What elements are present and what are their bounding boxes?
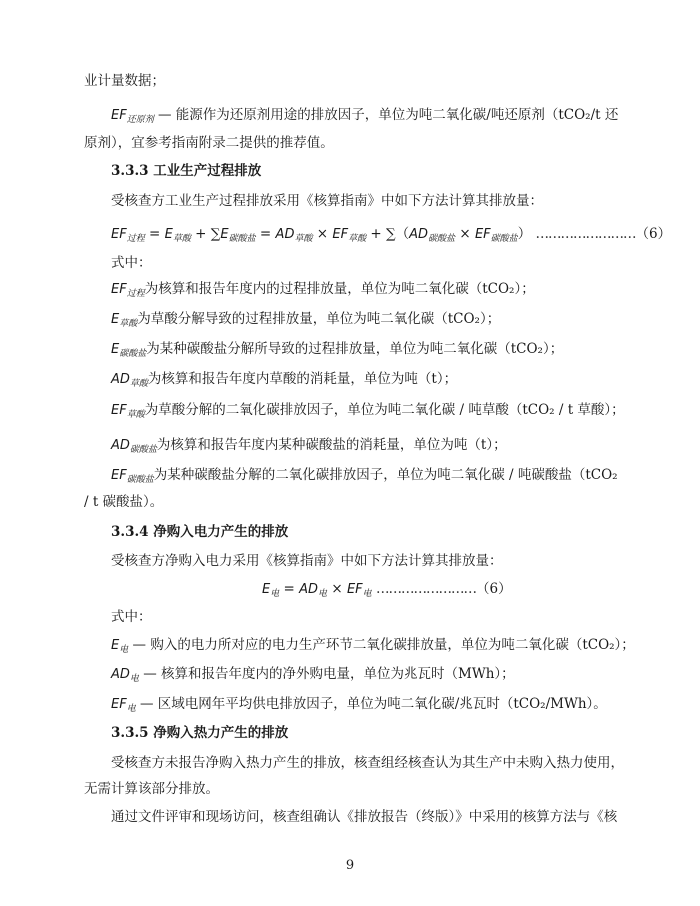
equation-process: $EF_{过程} = E_{草酸} + \sum E_{碳酸盐} = AD_{草酸} \times EF_{草酸} + \sum(AD_{碳酸盐} \times EF_{碳酸盐})$ ……………………（6）	[111, 226, 672, 244]
page-number: 9	[345, 858, 355, 873]
definition-ef-oxalic: $EF_{草酸}$为草酸分解的二氧化碳排放因子，单位为吨二氧化碳 / 吨草酸（tCO₂ / t 草酸）；	[111, 402, 625, 420]
text-line: / t 碳酸盐）。	[84, 494, 164, 510]
definition-ad-oxalic: $AD_{草酸}$为核算和报告年度内草酸的消耗量，单位为吨（t）；	[111, 371, 458, 389]
text-line: 无需计算该部分排放。	[84, 781, 219, 797]
where-label: 式中：	[111, 255, 152, 271]
section-heading-3-3-3: 3.3.3 工业生产过程排放	[111, 163, 262, 179]
equation-electricity: $E_电 = AD_电 \times EF_电$ ……………………（6）	[262, 581, 512, 599]
paragraph: 受核查方工业生产过程排放采用《核算指南》中如下方法计算其排放量：	[111, 193, 543, 209]
definition-e-oxalic: $E_{草酸}$为草酸分解导致的过程排放量，单位为吨二氧化碳（tCO₂）；	[111, 311, 501, 329]
definition-ef-process: $EF_{过程}$为核算和报告年度内的过程排放量，单位为吨二氧化碳（tCO₂）；	[111, 281, 535, 299]
definition-e-electricity: $E_电$ — 购入的电力所对应的电力生产环节二氧化碳排放量，单位为吨二氧化碳（tCO₂）；	[111, 637, 635, 655]
definition-ef-carbonate: $EF_{碳酸盐}$为某种碳酸盐分解的二氧化碳排放因子，单位为吨二氧化碳 / 吨碳酸盐（tCO₂	[111, 467, 618, 485]
equation-number: （6）	[635, 226, 672, 242]
definition-ad-carbonate: $AD_{碳酸盐}$为核算和报告年度内某种碳酸盐的消耗量，单位为吨（t）；	[111, 437, 507, 455]
where-label: 式中：	[111, 609, 152, 625]
text-line: 原剂），宜参考指南附录二提供的推荐值。	[84, 135, 334, 151]
section-heading-3-3-4: 3.3.4 净购入电力产生的排放	[111, 524, 289, 540]
definition-e-carbonate: $E_{碳酸盐}$为某种碳酸盐分解所导致的过程排放量，单位为吨二氧化碳（tCO₂）；	[111, 341, 564, 359]
definition-ef-electricity: $EF_电$ — 区域电网年平均供电排放因子，单位为吨二氧化碳/兆瓦时（tCO₂/MWh）。	[111, 696, 607, 714]
definition-ef-reductant: $EF_{还原剂}$ — 能源作为还原剂用途的排放因子，单位为吨二氧化碳/吨还原剂（tCO₂/t 还	[111, 107, 619, 125]
definition-ad-electricity: $AD_电$ — 核算和报告年度内的净外购电量，单位为兆瓦时（MWh）；	[111, 666, 515, 684]
text-line: 业计量数据；	[84, 73, 165, 89]
section-heading-3-3-5: 3.3.5 净购入热力产生的排放	[111, 725, 289, 741]
paragraph: 通过文件评审和现场访问，核查组确认《排放报告（终版）》中采用的核算方法与《核	[111, 809, 618, 825]
paragraph: 受核查方未报告净购入热力产生的排放，核查组经核查认为其生产中未购入热力使用，	[111, 755, 624, 771]
equation-number: （6）	[475, 581, 512, 597]
paragraph: 受核查方净购入电力采用《核算指南》中如下方法计算其排放量：	[111, 553, 503, 569]
